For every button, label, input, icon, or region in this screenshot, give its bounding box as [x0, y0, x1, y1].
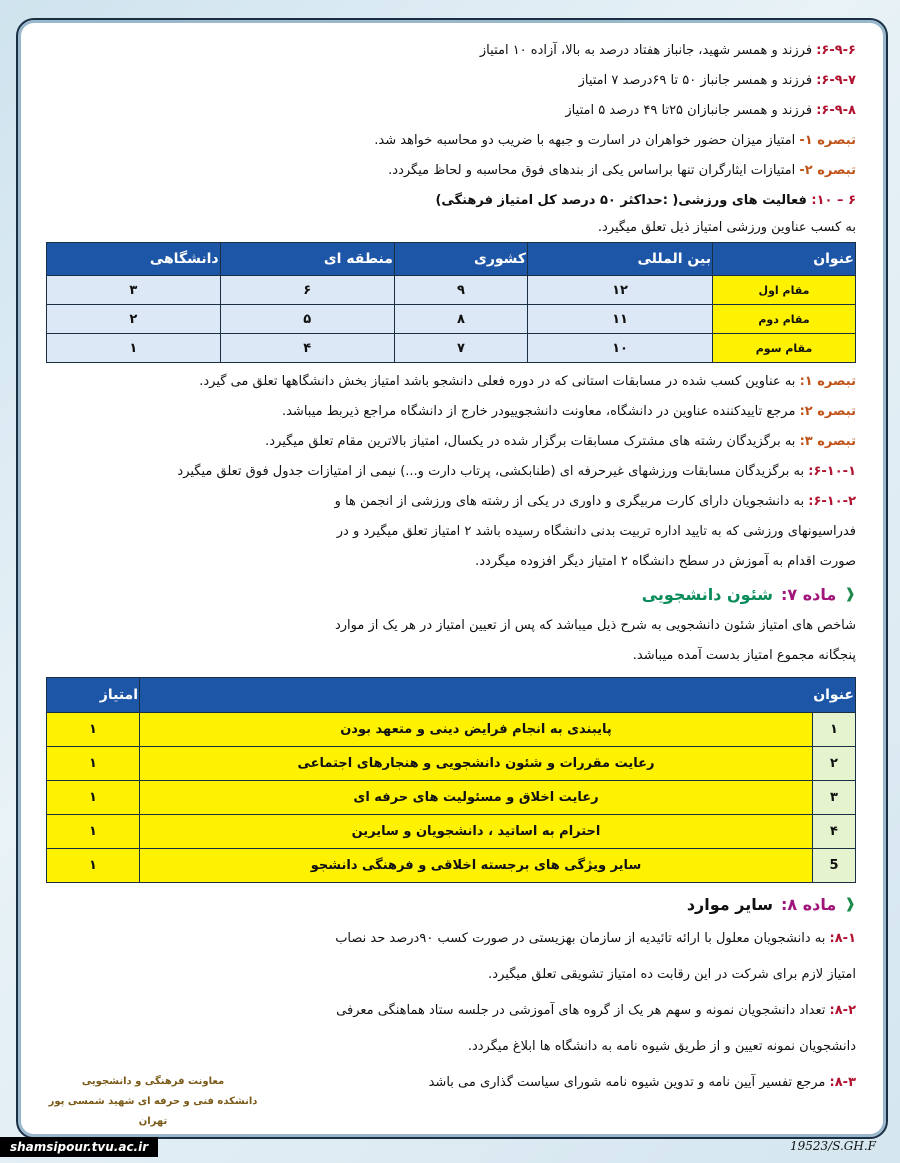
article-title: سایر موارد: [686, 894, 773, 914]
article-8-heading: [46, 887, 856, 921]
document-body: [46, 36, 856, 1128]
table-cell: ۷: [394, 334, 527, 363]
item-8-1-cont: امتیاز لازم برای شرکت در این رقابت ده امتیاز تشویقی تعلق میگیرد.: [488, 967, 856, 982]
item-6-10-2-cont: فدراسیونهای ورزشی که به تایید اداره تربیت بدنی دانشگاه رسیده باشد ۲ امتیاز تعلق میگیرد و در: [336, 524, 856, 539]
item-6-9-7: [46, 66, 856, 96]
column-header: بین المللی: [528, 243, 713, 276]
issuer-line: معاونت فرهنگی و دانشجویی: [81, 1076, 225, 1087]
row-points: ۱: [47, 747, 140, 781]
item-8-2-cont: دانشجویان نمونه تعیین و از طریق شیوه نامه به دانشگاه ها ابلاغ میگردد.: [467, 1039, 856, 1054]
table-cell: ۶: [220, 276, 394, 305]
column-header: عنوان: [713, 243, 856, 276]
note-text: امتیاز میزان حضور خواهران در اسارت و جبهه با ضریب دو محاسبه خواهد شد.: [374, 133, 796, 148]
row-label: مقام دوم: [713, 305, 856, 334]
item-number: ۸-۲:: [829, 1003, 856, 1018]
article-7-intro: پنجگانه مجموع امتیاز بدست آمده میباشد.: [632, 648, 856, 663]
note-label: تبصره ۲:: [799, 404, 856, 419]
article-label: ماده ۷:: [780, 584, 837, 604]
column-header: امتیاز: [47, 678, 140, 713]
row-index: ۳: [813, 781, 856, 815]
article-7-heading: [46, 577, 856, 611]
row-label: مقام اول: [713, 276, 856, 305]
item-6-10-2: [46, 487, 856, 517]
row-points: ۱: [47, 713, 140, 747]
sport-intro: به کسب عناوین ورزشی امتیاز ذیل تعلق میگیرد.: [597, 220, 856, 235]
column-header: دانشگاهی: [47, 243, 221, 276]
sport-note-2: [46, 397, 856, 427]
column-header: کشوری: [394, 243, 527, 276]
note-text: امتیازات ایثارگران تنها براساس یکی از بندهای فوق محاسبه و لحاظ میگردد.: [388, 163, 796, 178]
row-index: ۲: [813, 747, 856, 781]
table-cell: ۲: [47, 305, 221, 334]
table-cell: ۱: [47, 334, 221, 363]
table-row: [47, 334, 856, 363]
item-text: فرزند و همسر شهید، جانباز هفتاد درصد به بالا، آزاده ۱۰ امتیاز: [479, 43, 813, 58]
note-label: تبصره ۳:: [799, 434, 856, 449]
item-8-2: [46, 993, 856, 1029]
item-text: به برگزیدگان مسابقات ورزشهای غیرحرفه ای (طنابکشی، پرتاب دارت و...) نیمی از امتیازات جدول فوق تعلق میگیرد: [177, 464, 805, 479]
table-cell: ۱۲: [528, 276, 713, 305]
row-title: رعایت مقررات و شئون دانشجویی و هنجارهای اجتماعی: [140, 747, 813, 781]
item-number: ۶-۹-۶:: [816, 43, 856, 58]
item-number: ۶-۱۰-۱:: [808, 464, 856, 479]
item-number: ۸-۳:: [829, 1075, 856, 1090]
article-7-intro: شاخص های امتیاز شئون دانشجویی به شرح ذیل میباشد که پس از تعیین امتیاز در هر یک از موارد: [334, 618, 856, 633]
item-6-10-1: [46, 457, 856, 487]
website-url-link[interactable]: shamsipour.tvu.ac.ir: [0, 1137, 158, 1157]
row-title: سایر ویژگی های برجسته اخلاقی و فرهنگی دانشجو: [140, 849, 813, 883]
column-header: منطقه ای: [220, 243, 394, 276]
table-row: [47, 713, 856, 747]
row-label: مقام سوم: [713, 334, 856, 363]
note-text: به عناوین کسب شده در مسابقات استانی که در دوره فعلی دانشجو باشد امتیاز بخش دانشگاهها تعلق می گیرد.: [199, 374, 796, 389]
table-row: [47, 781, 856, 815]
table-row: [47, 276, 856, 305]
row-points: ۱: [47, 849, 140, 883]
item-number: ۶-۹-۸:: [816, 103, 856, 118]
table-cell: ۸: [394, 305, 527, 334]
item-text: تعداد دانشجویان نمونه و سهم هر یک از گروه های آموزشی در جلسه ستاد هماهنگی معرفی: [336, 1003, 826, 1018]
table-cell: ۵: [220, 305, 394, 334]
sport-note-1: [46, 367, 856, 397]
item-text: به دانشجویان دارای کارت مربیگری و داوری در یکی از رشته های ورزشی از انجمن ها و: [334, 494, 805, 509]
item-text: فرزند و همسر جانبازان ۲۵تا ۴۹ درصد ۵ امتیاز: [565, 103, 813, 118]
row-title: احترام به اساتید ، دانشجویان و سایرین: [140, 815, 813, 849]
article-title: شئون دانشجویی: [641, 584, 773, 604]
item-8-1: [46, 921, 856, 957]
item-6-10-2-cont: صورت اقدام به آموزش در سطح دانشگاه ۲ امتیاز دیگر افزوده میگردد.: [475, 554, 856, 569]
table-cell: ۳: [47, 276, 221, 305]
row-index: 5: [813, 849, 856, 883]
item-number: ۶-۹-۷:: [816, 73, 856, 88]
table-cell: ۴: [220, 334, 394, 363]
note-text: به برگزیدگان رشته های مشترک مسابقات برگزار شده در یکسال، امتیاز بالاترین مقام تعلق میگیرد.: [265, 434, 796, 449]
note-1: [46, 126, 856, 156]
note-label: تبصره ۱:: [799, 374, 856, 389]
chevron-left-icon: ❰: [844, 586, 856, 602]
column-header: عنوان: [140, 678, 856, 713]
article-label: ماده ۸:: [780, 894, 837, 914]
issuer-signature: [48, 1072, 258, 1132]
item-6-9-8: [46, 96, 856, 126]
table-row: [47, 849, 856, 883]
section-title: فعالیت های ورزشی( :حداکثر ۵۰ درصد کل امتیاز فرهنگی): [435, 193, 807, 208]
table-header-row: [47, 678, 856, 713]
row-points: ۱: [47, 815, 140, 849]
table-cell: ۱۱: [528, 305, 713, 334]
document-code: 19523/S.GH.F: [789, 1139, 876, 1153]
note-label: تبصره ۲-: [799, 163, 856, 178]
table-header-row: [47, 243, 856, 276]
row-title: پایبندی به انجام فرایض دینی و متعهد بودن: [140, 713, 813, 747]
row-points: ۱: [47, 781, 140, 815]
row-index: ۴: [813, 815, 856, 849]
section-number: ۶ – ۱۰:: [811, 193, 856, 208]
table-cell: ۱۰: [528, 334, 713, 363]
note-text: مرجع تاییدکننده عناوین در دانشگاه، معاونت دانشجوییودر خارج از دانشگاه مراجع ذیربط میباشد.: [281, 404, 796, 419]
sport-heading: [46, 186, 856, 216]
table-row: [47, 815, 856, 849]
student-conduct-table: [46, 677, 856, 883]
row-title: رعایت اخلاق و مسئولیت های حرفه ای: [140, 781, 813, 815]
item-6-9-6: [46, 36, 856, 66]
table-row: [47, 305, 856, 334]
item-number: ۶-۱۰-۲:: [808, 494, 856, 509]
item-text: فرزند و همسر جانباز ۵۰ تا ۶۹درصد ۷ امتیاز: [578, 73, 813, 88]
table-cell: ۹: [394, 276, 527, 305]
item-number: ۸-۱:: [829, 931, 856, 946]
item-text: به دانشجویان معلول با ارائه تائیدیه از سازمان بهزیستی در صورت کسب ۹۰درصد حد نصاب: [335, 931, 826, 946]
sport-note-3: [46, 427, 856, 457]
note-2: [46, 156, 856, 186]
sport-scores-table: [46, 242, 856, 363]
issuer-line: دانشکده فنی و حرفه ای شهید شمسی پور تهران: [48, 1096, 258, 1127]
row-index: ۱: [813, 713, 856, 747]
chevron-left-icon: ❰: [844, 896, 856, 912]
item-text: مرجع تفسیر آیین نامه و تدوین شیوه نامه شورای سیاست گذاری می باشد: [428, 1075, 826, 1090]
table-row: [47, 747, 856, 781]
note-label: تبصره ۱-: [799, 133, 856, 148]
